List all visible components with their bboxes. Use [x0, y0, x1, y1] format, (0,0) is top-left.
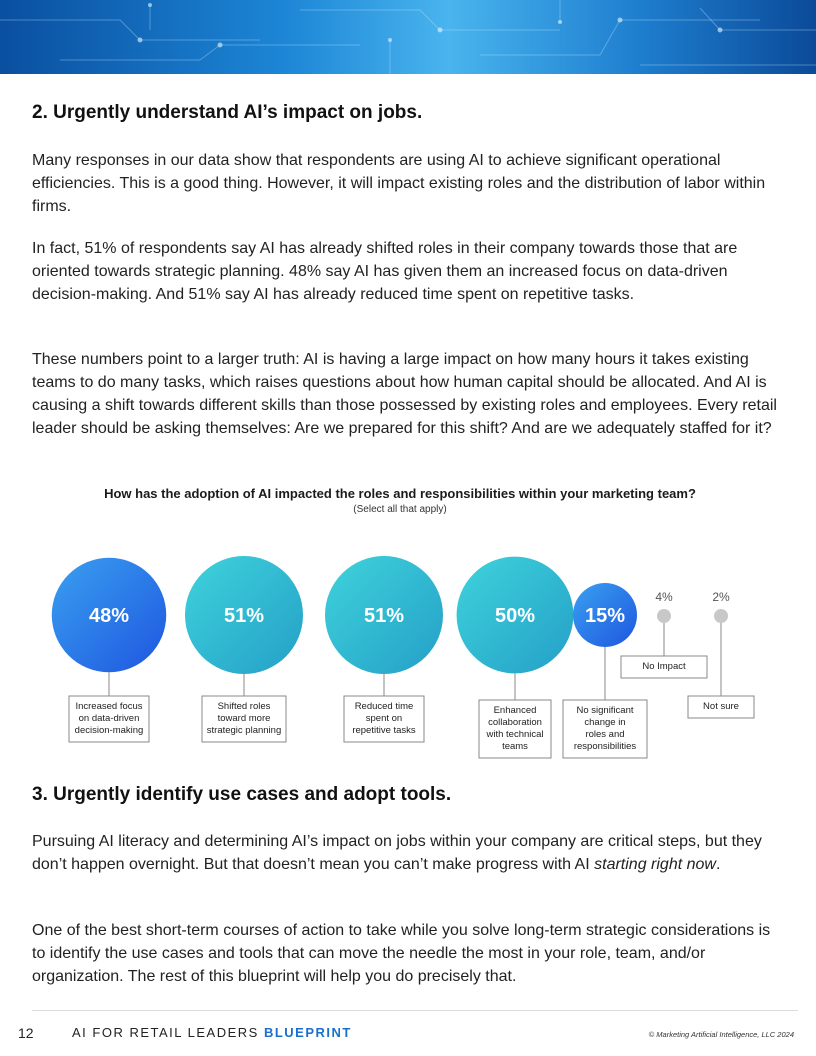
emphasis-text: starting right now — [594, 856, 716, 873]
header-banner — [0, 0, 816, 74]
copyright-notice: © Marketing Artificial Intelligence, LLC 2024 — [648, 1030, 794, 1039]
bubble-6 — [657, 609, 671, 623]
page-number: 12 — [18, 1025, 34, 1041]
category-label-7: Not sure — [703, 701, 739, 712]
category-label-2: Shifted roles toward more strategic planning — [206, 701, 282, 736]
bubble-value-label-6: 4% — [655, 590, 673, 604]
category-label-1: Increased focus on data-driven decision-making — [74, 701, 144, 736]
section2-paragraph-1: Many responses in our data show that respondents are using AI to achieve significant operational efficiencies. This is a good thing. However, it will impact existing roles and the distribution of labor within firms. — [32, 152, 766, 215]
section3-heading: 3. Urgently identify use cases and adopt tools. — [32, 784, 452, 805]
chart-subtitle: (Select all that apply) — [353, 504, 447, 515]
footer-divider — [32, 1010, 798, 1011]
bubble-value-label-1: 48% — [88, 605, 130, 628]
section3-paragraph-2: One of the best short-term courses of action to take while you solve long-term strategic considerations is to identify the use cases and tools that can move the needle the most in your role, team, and/or organization. The rest of this blueprint will help you do precisely that. — [32, 922, 771, 985]
footer-brand-text: AI FOR RETAIL LEADERS — [72, 1025, 259, 1040]
category-label-4: Enhanced collaboration with technical teams — [486, 705, 544, 752]
category-label-6: No Impact — [642, 661, 686, 672]
bubble-value-label-7: 2% — [712, 590, 730, 604]
footer-brand — [72, 1025, 352, 1040]
bubble-value-label-2: 51% — [223, 605, 265, 628]
section2-paragraph-3: These numbers point to a larger truth: AI is having a large impact on how many hours it takes existing teams to do many tasks, which raises questions about how human capital should be allocated. And AI is causing a shift towards different skills than those possessed by existing roles and employees. Every retail leader should be asking themselves: Are we prepared for this shift? And are we adequately staffed for it? — [32, 351, 777, 437]
circuit-pattern-graphic — [0, 0, 816, 74]
chart-title: How has the adoption of AI impacted the roles and responsibilities within your marketing team? — [104, 486, 696, 501]
bubble-value-label-5: 15% — [584, 605, 626, 628]
section2-paragraph-2: In fact, 51% of respondents say AI has already shifted roles in their company towards those that are oriented towards strategic planning. 48% say AI has given them an increased focus on data-driven decision-making. And 51% say AI has already reduced time spent on repetitive tasks. — [32, 240, 738, 303]
bubble-7 — [714, 609, 728, 623]
bubble-chart — [0, 520, 816, 765]
category-label-5: No significant change in roles and responsibilities — [573, 705, 637, 752]
section3-paragraph-1-end: . — [715, 856, 721, 873]
section2-heading: 2. Urgently understand AI’s impact on jobs. — [32, 102, 423, 123]
category-label-3: Reduced time spent on repetitive tasks — [352, 701, 416, 736]
bubble-value-label-4: 50% — [494, 605, 536, 628]
section3-paragraph-1-text: Pursuing AI literacy and determining AI’s impact on jobs within your company are critical steps, but they don’t happen overnight. But that doesn’t mean you can’t make progress with AI — [32, 833, 762, 873]
bubble-value-label-3: 51% — [363, 605, 405, 628]
section3-paragraph-1 — [32, 830, 784, 876]
footer-brand-accent: BLUEPRINT — [263, 1025, 352, 1040]
